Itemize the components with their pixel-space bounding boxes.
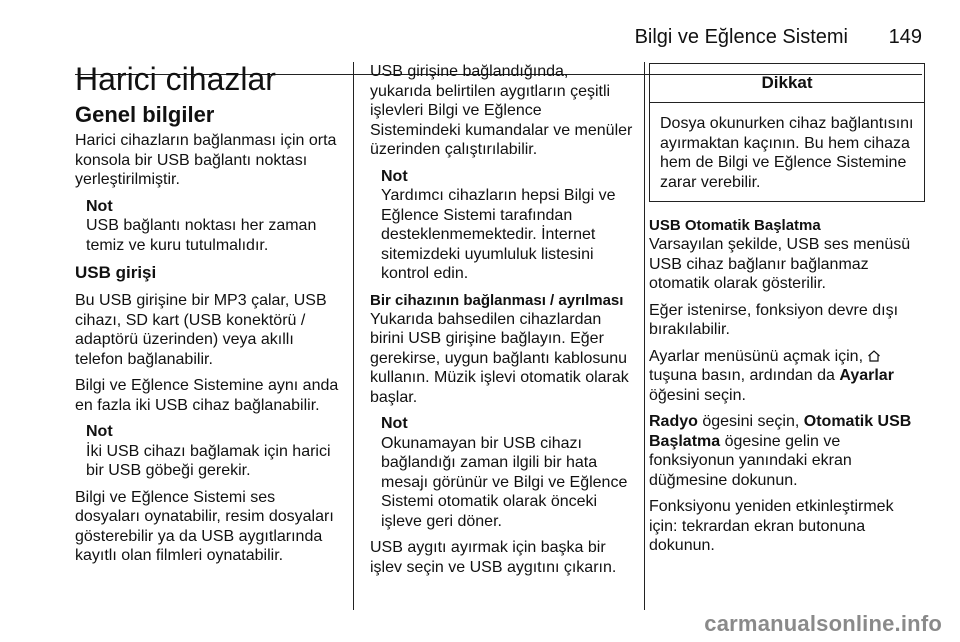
note bbox=[75, 197, 343, 256]
text-run: öğesini seçin. bbox=[649, 386, 746, 404]
paragraph: Varsayılan şekilde, USB ses menüsü USB cihaz bağlanır bağlanmaz otomatik olarak gösterilir. bbox=[649, 236, 911, 292]
section-heading: Genel bilgiler bbox=[75, 102, 215, 127]
column-divider bbox=[644, 62, 645, 610]
note-text: İki USB cihazı bağlamak için harici bir USB göbeği gerekir. bbox=[86, 442, 331, 479]
paragraph: Yukarıda bahsedilen cihazlardan birini USB girişine bağlayın. Eğer gerekirse, uygun bağlantı kablosunu kullanın. Müzik işlevi otomatik olarak başlar. bbox=[370, 310, 629, 406]
note bbox=[370, 167, 633, 284]
intro-paragraph: Harici cihazların bağlanması için orta konsola bir USB bağlantı noktası yerleştirilmiştir. bbox=[75, 132, 337, 188]
note bbox=[75, 422, 343, 481]
paragraph: USB aygıtı ayırmak için başka bir işlev seçin ve USB aygıtını çıkarın. bbox=[370, 539, 617, 576]
page-header bbox=[0, 26, 960, 50]
note-title: Not bbox=[86, 423, 113, 440]
caution-title: Dikkat bbox=[650, 64, 924, 103]
note-text: Okunamayan bir USB cihazı bağlandığı zaman ilgili bir hata mesajı görünür ve Bilgi ve Eğlence Sistemi otomatik olarak önceki işleve geri döner. bbox=[381, 434, 628, 530]
home-icon bbox=[867, 349, 881, 363]
paragraph: Bilgi ve Eğlence Sistemi ses dosyaları oynatabilir, resim dosyaları gösterebilir ya da USB aygıtlarında kayıtlı olan filmleri oynatabilir. bbox=[75, 488, 334, 564]
menu-term-radyo: Radyo bbox=[649, 413, 698, 430]
note-text: USB bağlantı noktası her zaman temiz ve kuru tutulmalıdır. bbox=[86, 217, 317, 254]
menu-term-auto-usb: Otomatik USB Başlatma bbox=[649, 413, 912, 450]
caution-text: Dosya okunurken cihaz bağlantısını ayırmaktan kaçının. Bu hem cihaza hem de Bilgi ve Eğlence Sistemine zarar verebilir. bbox=[660, 115, 914, 191]
caution-box bbox=[649, 63, 925, 202]
paragraph: Bu USB girişine bir MP3 çalar, USB cihazı, SD kart (USB konektörü / adaptörü üzerinden) veya akıllı telefon bağlanabilir. bbox=[75, 292, 327, 368]
watermark: carmanualsonline.info bbox=[704, 611, 942, 636]
column-right bbox=[649, 62, 925, 563]
paragraph: USB girişine bağlandığında, yukarıda belirtilen aygıtların çeşitli işlevleri Bilgi ve Eğlence Sistemindeki kumandalar ve menüler üzerinden çalıştırılabilir. bbox=[370, 63, 633, 158]
note-title: Not bbox=[381, 167, 408, 185]
paragraph bbox=[649, 412, 925, 490]
note-title: Not bbox=[86, 197, 113, 215]
text-run: Ayarlar menüsünü açmak için, bbox=[649, 347, 864, 365]
column-divider bbox=[353, 62, 354, 610]
menu-term-ayarlar: Ayarlar bbox=[839, 367, 894, 384]
sub-heading: USB Otomatik Başlatma bbox=[649, 217, 821, 234]
paragraph: Bilgi ve Eğlence Sistemine aynı anda en fazla iki USB cihaz bağlanabilir. bbox=[75, 377, 339, 414]
paragraph: Eğer istenirse, fonksiyon devre dışı bırakılabilir. bbox=[649, 301, 899, 338]
main-heading: Harici cihazlar bbox=[75, 61, 276, 97]
header-title: Bilgi ve Eğlence Sistemi bbox=[634, 26, 848, 48]
paragraph: Fonksiyonu yeniden etkinleştirmek için: tekrardan ekran butonuna dokunun. bbox=[649, 498, 894, 554]
note bbox=[370, 414, 633, 531]
note-text: Yardımcı cihazların hepsi Bilgi ve Eğlence Sistemi tarafından desteklenmemektedir. İnternet sitemizdeki uyumluluk listesini kontrol edin. bbox=[381, 187, 616, 282]
usb-heading: USB girişi bbox=[75, 263, 157, 282]
paragraph bbox=[649, 347, 925, 406]
column-left bbox=[75, 62, 343, 573]
text-run: tuşuna basın, ardından da bbox=[649, 367, 835, 384]
text-run: ögesine gelin ve fonksiyonun yanındaki ekran düğmesine dokunun. bbox=[649, 432, 852, 489]
sub-heading: Bir cihazının bağlanması / ayrılması bbox=[370, 291, 624, 309]
page-number: 149 bbox=[888, 26, 922, 48]
note-title: Not bbox=[381, 415, 408, 432]
column-middle bbox=[370, 62, 633, 584]
text-run: ögesini seçin, bbox=[702, 413, 800, 430]
